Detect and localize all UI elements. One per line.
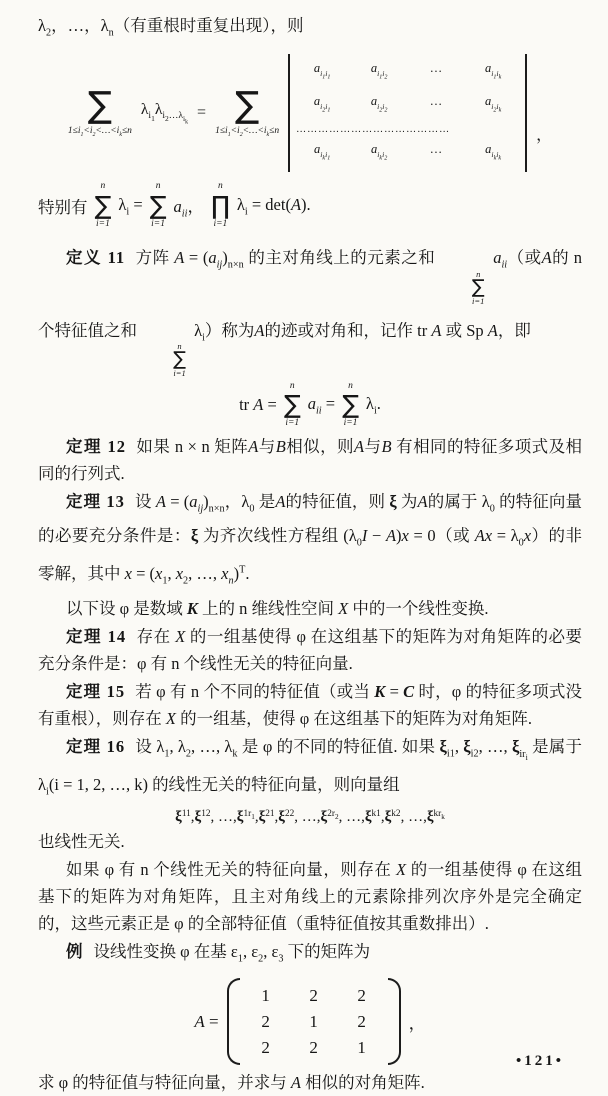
- det-cell: …: [430, 61, 442, 76]
- example-intro: [38, 938, 582, 972]
- trailing-comma: ，: [536, 126, 553, 144]
- example-text: 设线性变换 φ 在基 $\varepsilon_1$, $\varepsilon_2$, $\varepsilon_3$ 下的矩阵为: [93, 941, 371, 965]
- sum-operator-left: [67, 84, 132, 139]
- sum-lower-limit: i=1: [173, 368, 186, 379]
- theorem-label: 定理 14: [66, 627, 127, 647]
- determinant: [288, 54, 527, 172]
- special-prefix: 特别有: [38, 197, 88, 217]
- sigma-glyph: ∑: [471, 276, 485, 299]
- det-cell: $a_{i_2i_k}$: [484, 94, 502, 114]
- matrix-grid: [240, 978, 388, 1065]
- det-cell: $a_{i_2i_1}$: [313, 94, 331, 114]
- sigma-glyph: ∑: [342, 390, 359, 420]
- prod-lower-limit: i=1: [213, 218, 228, 229]
- theorem-15: [38, 678, 582, 732]
- lambda-term: $\lambda_i$.: [365, 394, 381, 417]
- sigma-glyph: ∑: [149, 190, 167, 220]
- trailing-comma: ，: [408, 1014, 426, 1034]
- sum-upper-limit: n: [348, 380, 353, 391]
- matrix-cell: 1: [357, 1038, 366, 1058]
- product-operator: [211, 182, 230, 229]
- determinant-ellipsis-row: ……………………………………: [296, 125, 451, 135]
- det-cell: $a_{i_1i_2}$: [370, 61, 388, 81]
- theorem-text: 若 φ 有 n 个不同的特征值（或当 K = C 时，φ 的特征多项式没有重根），则存在 X 的一组基，使得 φ 在这组基下的矩阵为对角矩阵.: [38, 682, 583, 729]
- example-label: 例: [66, 941, 84, 961]
- lambda-term: $\lambda_i$ =: [118, 194, 143, 218]
- theorem-text: 设 $\lambda_1$, $\lambda_2$, …, $\lambda_k$ 是 φ 的不同的特征值. 如果 $\xi_{i1}$, $\xi_{i2}$, …, $\xi_{ir_i}$ 是属于 $\lambda_i(i = 1$, 2, …, k) 的线性无关的特征向量，则向量组: [38, 737, 582, 797]
- sum-upper-limit: n: [100, 181, 106, 192]
- matrix-cell: 2: [309, 986, 318, 1006]
- sum-lower-limit: i=1: [96, 218, 110, 229]
- theorem-text: 设 $A = (a_{ij})_{n\times n}$，$\lambda_0$ 是A的特征值，则 ξ 为A的属于 $\lambda_0$ 的特征向量的必要充分条件是：ξ 为齐次线性方程组 $(\lambda_0I - A)x = 0$（或 $Ax = \lambda_0x$）的非零解，其中 $x = (x_1$, $x_2$, …, $x_n)^T$.: [38, 491, 583, 587]
- theorem-16: [38, 733, 582, 805]
- determinant-row: [296, 59, 519, 86]
- equals-sign: =: [197, 104, 207, 122]
- theorem-12: [38, 433, 582, 487]
- det-cell: $a_{i_ki_2}$: [370, 142, 388, 162]
- sum-upper-limit: n: [155, 181, 161, 192]
- theorem-text: 存在 X 的一组基使得 φ 在这组基下的矩阵为对角矩阵的必要充分条件是：φ 有 n 个线性无关的特征向量.: [38, 627, 583, 674]
- sum-upper-limit: n: [289, 380, 295, 391]
- sum-operator: [145, 342, 186, 378]
- determinant-row: [296, 92, 519, 119]
- sum-upper-limit: n: [177, 340, 182, 351]
- det-cell: $a_{i_2i_2}$: [370, 94, 388, 114]
- definition-text: 方阵 $A = (a_{ij})_{n\times n}$ 的主对角线上的元素之和: [135, 248, 436, 271]
- matrix-cell: 2: [261, 1012, 270, 1032]
- aii-term: $a_{ii}$，: [173, 196, 204, 220]
- matrix-cell: 1: [309, 1012, 318, 1032]
- sum-operator: [284, 382, 301, 429]
- sigma-glyph: ∑: [283, 390, 301, 420]
- theorem-text: 如果 n × n 矩阵A与B相似，则A与B 有相同的特征多项式及相同的行列式.: [38, 436, 583, 483]
- sigma-glyph: ∑: [173, 348, 186, 371]
- matrix-cell: 1: [261, 986, 270, 1006]
- matrix-cell: 2: [261, 1038, 270, 1058]
- prod-upper-limit: n: [218, 181, 223, 192]
- theorem-label: 定理 16: [66, 737, 126, 757]
- trace-lhs: tr A =: [239, 395, 277, 415]
- xi-vector-list: ξ 11 , ξ 12 , …, ξ $1r_1$ , ξ 21 , ξ 22 , …, ξ $2r_2$ , …, ξ k1 , ξ k2 , …, ξ $kr_k$: [175, 808, 445, 825]
- det-cell: $a_{i_1i_k}$: [484, 61, 502, 81]
- determinant-row: [296, 140, 519, 167]
- matrix: [227, 978, 401, 1065]
- page-number: •121•: [515, 1053, 564, 1070]
- sum-operator: [150, 182, 167, 229]
- sum-lower-limit: i=1: [151, 218, 165, 229]
- setting-line: 以下设 φ 是数域 K 上的 n 维线性空间 X 中的一个线性变换.: [66, 599, 489, 619]
- lambda-product: $\lambda_{i_1}\lambda_{i_2\dots\lambda_{i_k}}$: [140, 101, 189, 126]
- det-cell: $a_{i_ki_k}$: [485, 142, 502, 162]
- example-matrix-equation: [38, 978, 582, 1065]
- aii-term: $a_{ii}$ =: [307, 394, 336, 417]
- left-paren: [227, 978, 240, 1065]
- trace-det-line: [38, 182, 582, 229]
- det-cell: $a_{i_ki_1}$: [313, 142, 331, 162]
- theorem-13: [38, 488, 582, 594]
- theorem-label: 定理 15: [66, 682, 126, 702]
- definition-11: [38, 233, 582, 377]
- sum-lower-limit: i=1: [285, 418, 300, 429]
- matrix-lhs: A =: [194, 1011, 219, 1031]
- sigma-glyph: ∑: [234, 84, 260, 126]
- sum-operator: [95, 182, 112, 229]
- right-paren: [388, 978, 401, 1065]
- trace-equation: [38, 382, 582, 429]
- theorem-label: 定理 12: [66, 436, 126, 456]
- sigma-glyph: ∑: [94, 190, 112, 220]
- definition-text: $a_{ii}$（或A的 n 个特征值之和: [38, 248, 583, 340]
- matrix-cell: 2: [357, 986, 366, 1006]
- sum-lower-limit: i=1: [472, 296, 485, 307]
- matrix-cell: 2: [309, 1038, 318, 1058]
- example-question: 求 φ 的特征值与特征向量，并求与 A 相似的对角矩阵.: [38, 1073, 425, 1093]
- sum-upper-limit: n: [476, 268, 481, 279]
- theorem-label: 定理 13: [66, 491, 125, 511]
- sum-operator: [342, 382, 359, 429]
- det-cell: …: [430, 94, 442, 109]
- sum-limits: $1\le i_1<i_2<\dots<i_k\le n$: [67, 125, 132, 138]
- definition-text: $\lambda_i$）称为A的迹或对角和，记作 tr A 或 Sp A，即: [194, 320, 531, 343]
- det-term: $\lambda_i = \det(A)$.: [236, 194, 311, 218]
- intro-line: $\lambda_2$，…，$\lambda_n$（有重根时重复出现），则: [38, 16, 304, 39]
- sum-operator-right: [215, 84, 280, 139]
- sum-limits: $1\le i_1<i_2<\dots<i_k\le n$: [215, 125, 280, 138]
- also-independent-line: 也线性无关.: [38, 831, 125, 851]
- det-cell: …: [430, 142, 442, 157]
- pi-glyph: ∏: [210, 190, 230, 220]
- theorem-14: [38, 623, 582, 677]
- matrix-cell: 2: [357, 1012, 366, 1032]
- diagonalization-paragraph: 如果 φ 有 n 个线性无关的特征向量，则存在 X 的一组基使得 φ 在这组 基下的矩阵为对角矩阵，且主对角线上的元素除排列次序外是完全确定的，这些元素正是 φ 的全部特征值（重特征值按其重数排出）.: [38, 859, 582, 933]
- sigma-glyph: ∑: [87, 84, 113, 126]
- sum-lower-limit: i=1: [343, 418, 358, 429]
- sum-operator: [444, 270, 485, 306]
- det-cell: $a_{i_1i_1}$: [313, 61, 331, 81]
- definition-label: 定义 11: [66, 248, 126, 268]
- eigenvalue-sum-identity: [38, 54, 582, 172]
